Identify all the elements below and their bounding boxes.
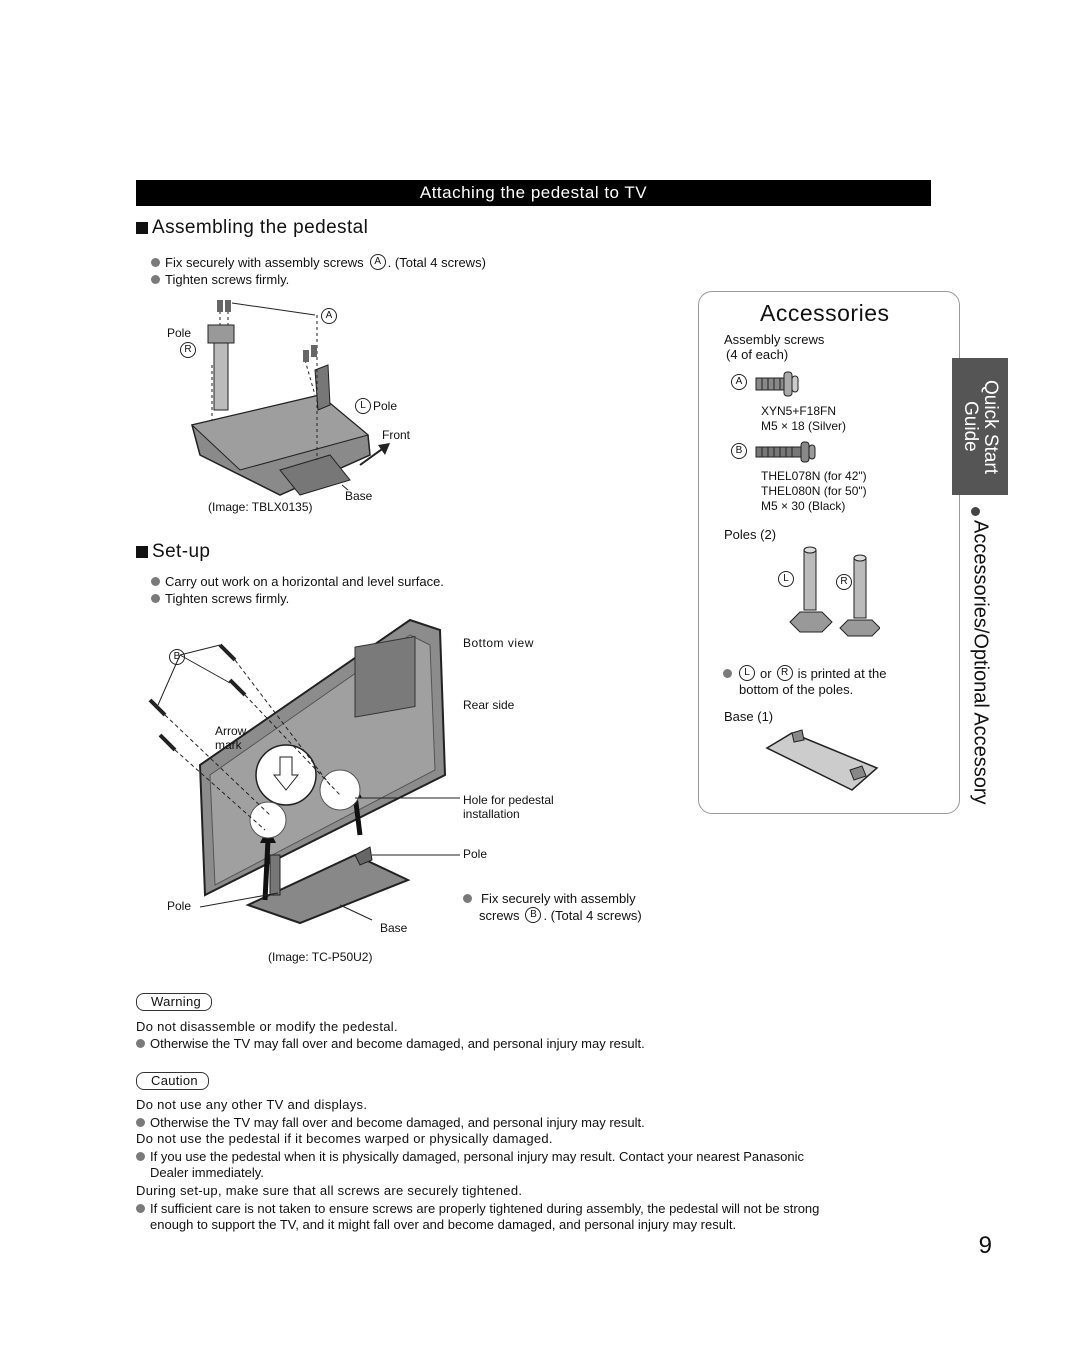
caution-bullet-1 (136, 1114, 645, 1131)
square-bullet-icon (136, 222, 148, 234)
caution-line-1: Do not use any other TV and displays. (136, 1097, 368, 1112)
bullet-dot-icon (136, 1152, 145, 1161)
bullet-dot-icon (151, 577, 160, 586)
arrow-label: Arrow (215, 724, 247, 738)
setup-bullet-1 (151, 573, 444, 590)
bullet-dot-icon (151, 258, 160, 267)
bullet-text: If sufficient care is not taken to ensure screws are properly tightened during assembly, the pedestal will not be strong (150, 1201, 820, 1216)
rear-side-label: Rear side (463, 698, 515, 712)
circled-a-icon: A (731, 374, 747, 390)
poles-label: Poles (2) (724, 527, 777, 542)
circled-b-icon: B (169, 649, 185, 665)
base-accessory-label: Base (1) (724, 709, 774, 724)
bullet-text: Carry out work on a horizontal and level surface. (165, 574, 444, 589)
pole-left-label: Pole (167, 899, 192, 913)
quick-start-tab-text: Quick Start Guide (960, 379, 1001, 474)
bullet-text: . (Total 4 screws) (387, 255, 486, 270)
circled-r-icon: R (777, 665, 793, 681)
bullet-dot-icon (136, 1039, 145, 1048)
bullet-dot-icon (151, 594, 160, 603)
bullet-dot-icon (136, 1204, 145, 1213)
bullet-text: screws (479, 908, 520, 923)
assembling-bullet-1 (151, 254, 486, 271)
caution-bullet-2 (136, 1148, 804, 1165)
bullet-dot-icon (723, 669, 732, 678)
screw-b-code-2: THEL080N (for 50") (761, 484, 867, 498)
bullet-dot-icon (136, 1118, 145, 1127)
hole-label-1: Hole for pedestal (463, 793, 554, 807)
bullet-text: Otherwise the TV may fall over and become damaged, and personal injury may result. (150, 1036, 645, 1051)
poles-note-line-2: bottom of the poles. (739, 682, 854, 697)
setup-bullet-2 (151, 590, 289, 607)
circled-a-icon: A (370, 254, 386, 270)
circled-l-icon: L (739, 665, 755, 681)
base-icon (762, 728, 882, 798)
note-text: is printed at the (797, 666, 887, 681)
circled-r-icon: R (180, 342, 196, 358)
square-bullet-icon (136, 546, 148, 558)
accessories-title: Accessories (760, 300, 890, 326)
screw-a-size: M5 × 18 (Silver) (761, 419, 847, 433)
section-header (136, 180, 931, 206)
circled-b-icon: B (731, 443, 747, 459)
screw-b-code-1: THEL078N (for 42") (761, 469, 867, 483)
bullet-dot-icon (463, 894, 472, 903)
poles-icon (780, 540, 880, 640)
setup-image-caption: (Image: TC-P50U2) (268, 950, 373, 964)
mark-label: mark (215, 738, 242, 752)
poles-note (723, 665, 886, 682)
bullet-text: Otherwise the TV may fall over and become damaged, and personal injury may result. (150, 1115, 645, 1130)
caution-line-2: Do not use the pedestal if it becomes warped or physically damaged. (136, 1131, 553, 1146)
screws-count: (4 of each) (726, 347, 789, 362)
circled-r-icon: R (836, 574, 852, 590)
screw-b-icon (754, 440, 824, 464)
fix-bullet (463, 890, 636, 907)
section-header-title: Attaching the pedestal to TV (419, 183, 648, 202)
fix-bullet-line-2 (479, 907, 642, 924)
warning-bullet-1 (136, 1035, 645, 1052)
pole-right-label: Pole (463, 847, 488, 861)
bullet-text: Tighten screws firmly. (165, 591, 290, 606)
caution-bullet-3 (136, 1200, 819, 1217)
warning-line-1: Do not disassemble or modify the pedestal. (136, 1019, 398, 1034)
fig-l-pole-label: Pole (373, 399, 398, 413)
caution-bullet-3-line-2: enough to support the TV, and it might fall over and become damaged, and personal injury may result. (150, 1217, 737, 1232)
side-bullet (971, 503, 985, 521)
assembling-heading-text: Assembling the pedestal (152, 217, 369, 238)
circled-a-icon: A (321, 308, 337, 324)
screws-label: Assembly screws (724, 332, 825, 347)
setup-heading-text: Set-up (152, 541, 211, 562)
bullet-text: Fix securely with assembly (481, 891, 636, 906)
bullet-text: . (Total 4 screws) (543, 908, 642, 923)
base-label: Base (380, 921, 408, 935)
note-text: or (760, 666, 772, 681)
bullet-dot-icon (151, 275, 160, 284)
fig-front-label: Front (382, 428, 411, 442)
circled-l-icon: L (778, 571, 794, 587)
bullet-text: If you use the pedestal when it is physically damaged, personal injury may result. Contact your nearest Panasonic (150, 1149, 804, 1164)
bullet-dot-icon (971, 507, 980, 516)
fig-base-label: Base (345, 489, 373, 503)
setup-diagram (140, 615, 460, 935)
screw-a-icon (754, 370, 804, 398)
assembling-heading (136, 217, 368, 239)
fig-image-caption: (Image: TBLX0135) (208, 500, 313, 514)
warning-tag: Warning (136, 993, 212, 1011)
bottom-view-label: Bottom view (463, 636, 534, 650)
setup-heading (136, 541, 210, 563)
screw-b-size: M5 × 30 (Black) (761, 499, 846, 513)
side-section-title: Accessories/Optional Accessory (969, 520, 992, 805)
circled-l-icon: L (355, 398, 371, 414)
assembling-bullet-2 (151, 271, 289, 288)
caution-line-3: During set-up, make sure that all screws are securely tightened. (136, 1183, 523, 1198)
hole-label-2: installation (463, 807, 520, 821)
caution-tag: Caution (136, 1072, 209, 1090)
caution-bullet-2-line-2: Dealer immediately. (150, 1165, 264, 1180)
bullet-text: Tighten screws firmly. (165, 272, 290, 287)
circled-b-icon: B (525, 907, 541, 923)
screw-a-code: XYN5+F18FN (761, 404, 837, 418)
page-number: 9 (978, 1232, 992, 1259)
bullet-text: Fix securely with assembly screws (165, 255, 364, 270)
fig-pole-label: Pole (167, 326, 192, 340)
